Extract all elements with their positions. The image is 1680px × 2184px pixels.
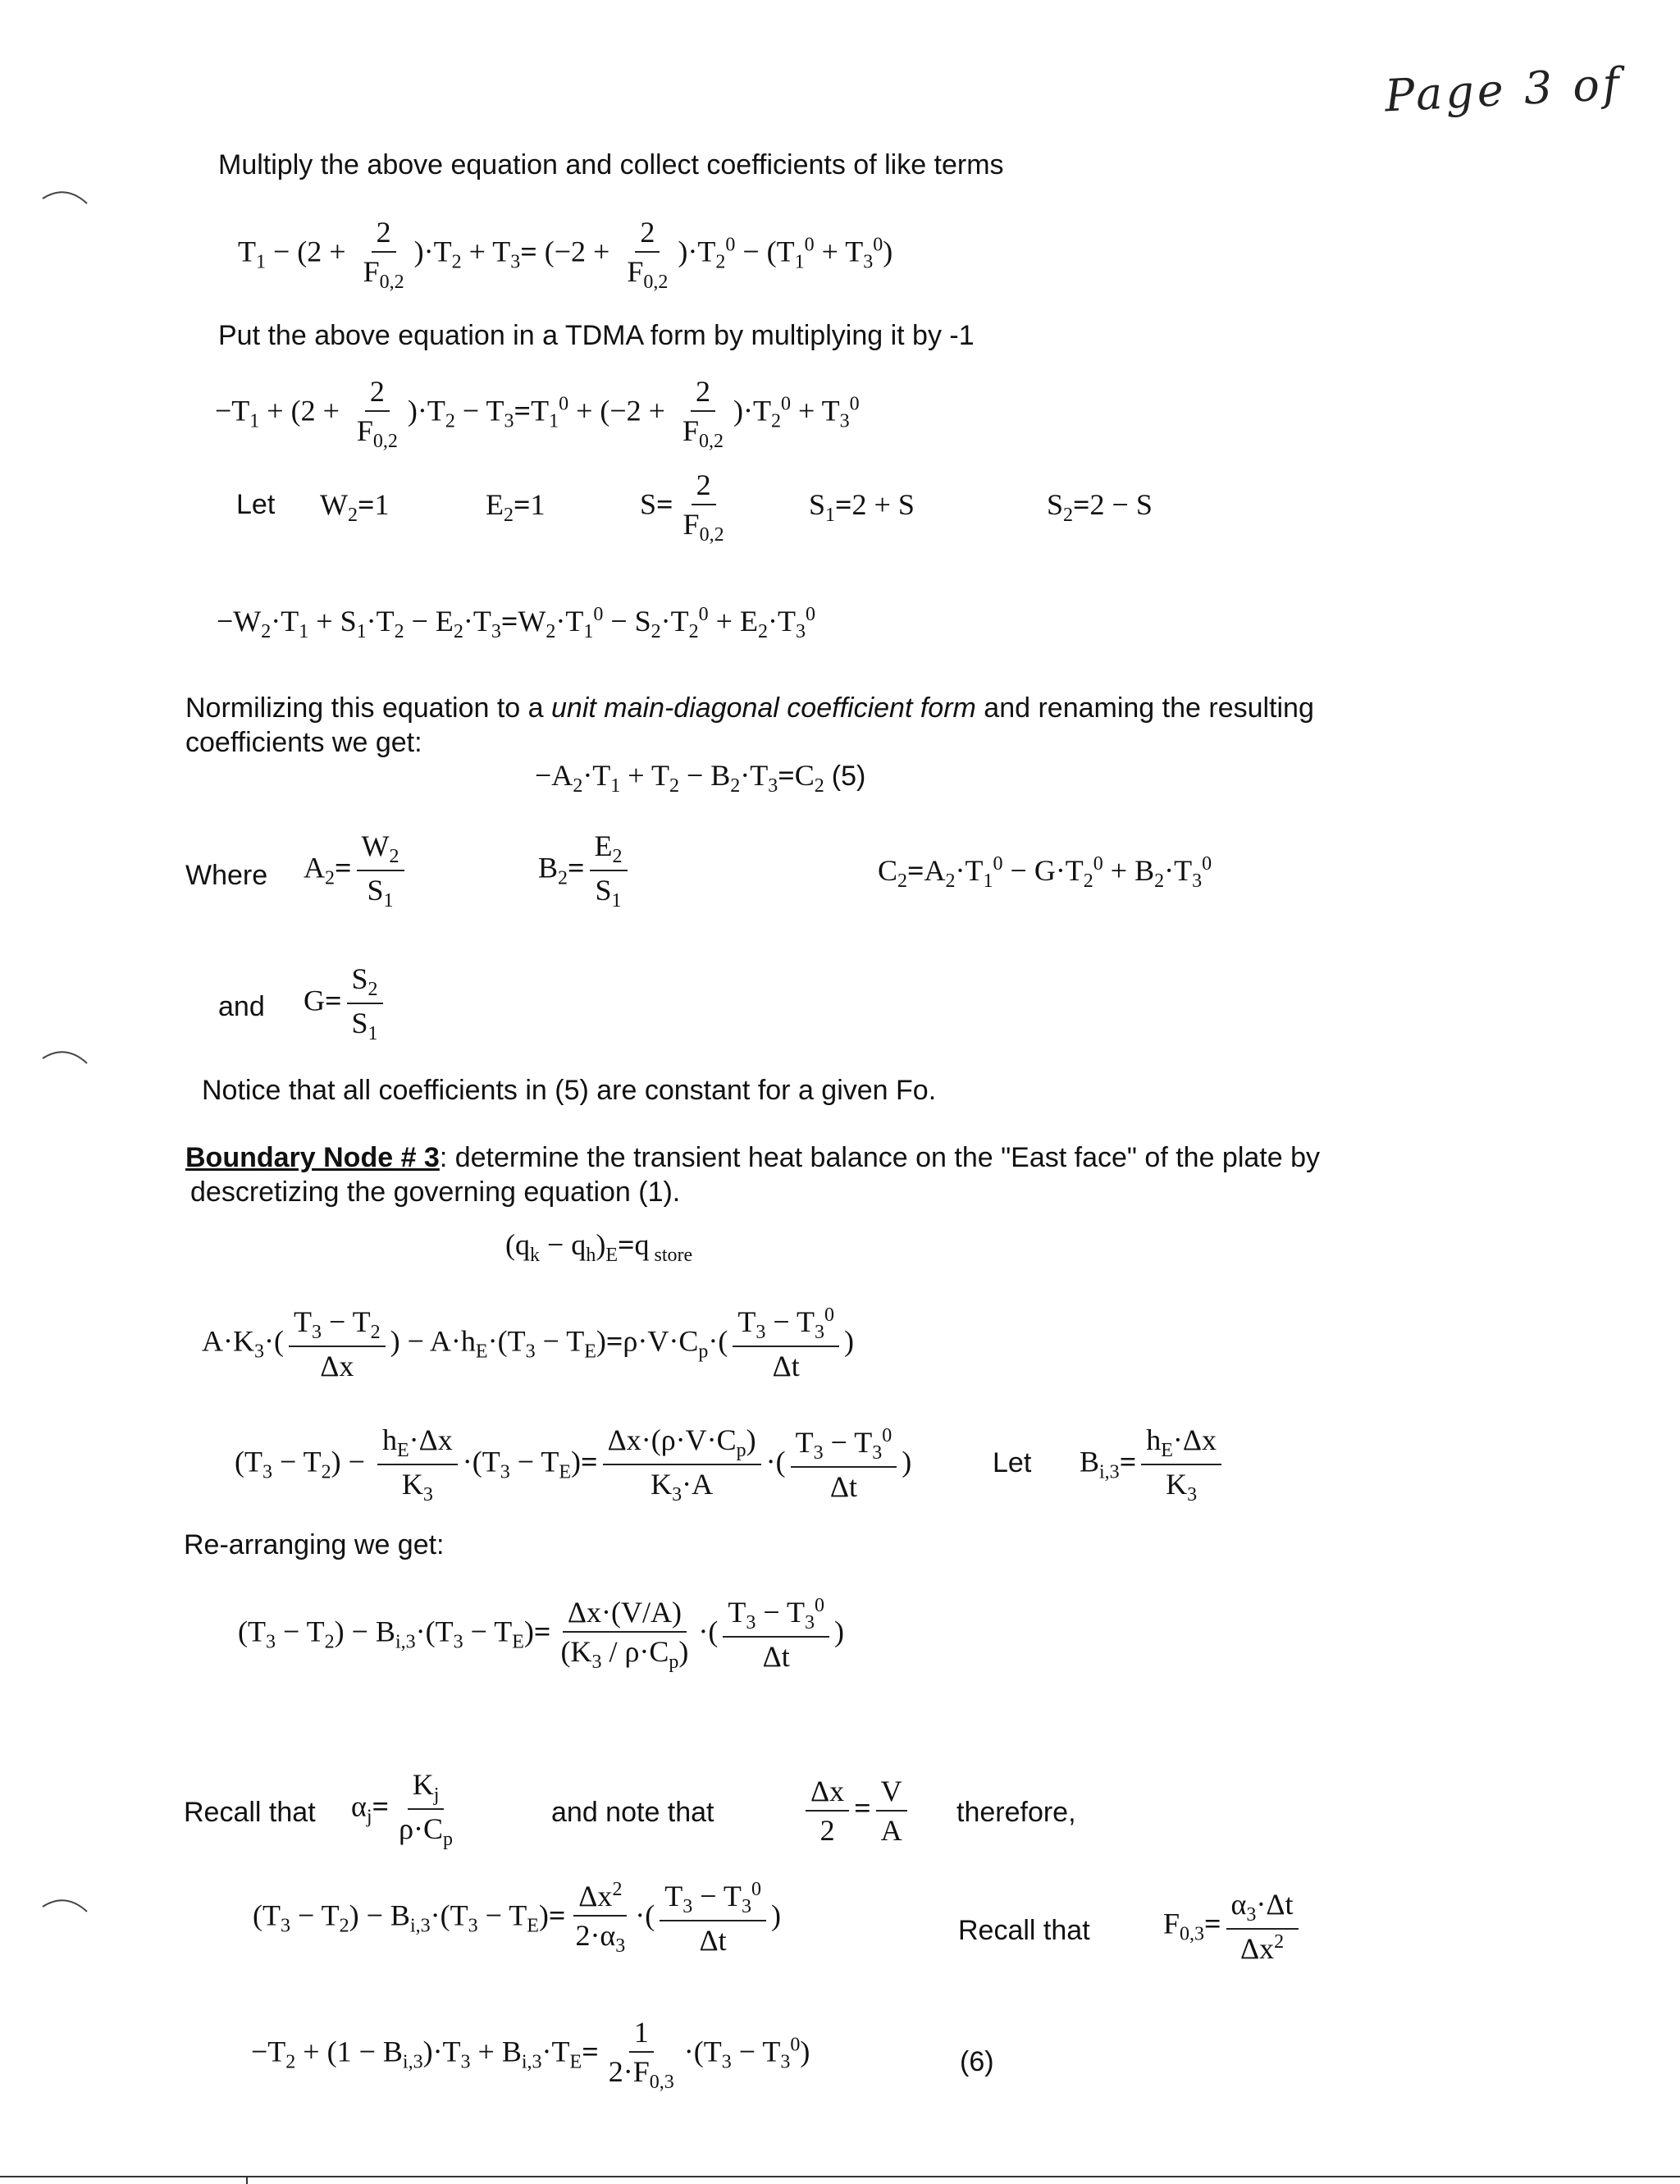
- def-bi3: $B_{i,3}=$ $\frac{h_E\cdot\Delta x}{K_3}$: [1080, 1423, 1226, 1506]
- def-w2: $W_2=1$: [320, 488, 390, 527]
- equation-5-number: (5): [831, 761, 866, 792]
- equation-6-number: (6): [960, 2046, 994, 2077]
- equation-collect-coefficients: $T_1 - (2$ + $\frac{2}{F_{0,2}}$ )$\cdot T_2 + T_3= (-2$ + $\frac{2}{F_{0,2}}$ )$\cdot T_2^0 - (T_1^0 + T_3^0)$: [238, 216, 893, 294]
- def-volume-ratio: $\frac{\Delta x}{2}$ = $\frac{V}{A}$: [801, 1774, 912, 1848]
- handwritten-page-note: Page 3 of: [1383, 57, 1624, 122]
- and-note-label: and note that: [551, 1797, 714, 1828]
- paragraph-boundary-line2: descretizing the governing equation (1).: [190, 1177, 681, 1208]
- therefore-label: therefore,: [956, 1797, 1076, 1828]
- paragraph-boundary-line1: [185, 1142, 1320, 1174]
- boundary-node-title: Boundary Node # 3: [185, 1142, 440, 1173]
- equation-alpha-form: $(T_3 - T_2) - B_{i,3}\cdot(T_3 - T_E)=$ $\frac{\Delta x^2}{2\cdot\alpha_3}$ ·( $\frac{T_3 - T_3^0}{\Delta t}$ ): [253, 1879, 781, 1958]
- equation-heat-balance: $(q_k - q_h)_E=q$ $_{store}$: [505, 1228, 693, 1267]
- def-a2: $A_2=$ $\frac{W_2}{S_1}$: [304, 829, 409, 912]
- equation-tdma-form: $-T_1 + (2$ + $\frac{2}{F_{0,2}}$ )$\cdot T_2 - T_3=T_1^0 + (-2$ + $\frac{2}{F_{0,2}}$ )$\cdot T_2^0 + T_3^0$: [215, 375, 860, 453]
- symbol-s: S: [640, 487, 657, 521]
- def-alpha-j: $\alpha_j=$ $\frac{K_j}{\rho\cdot C_p}$: [351, 1768, 454, 1851]
- def-s: S= $\frac{2}{F_{0,2}}$: [640, 468, 724, 546]
- symbol-s1: S: [809, 488, 826, 521]
- symbol-s2: S: [1047, 488, 1064, 521]
- margin-mark-icon: [41, 1890, 90, 1915]
- equation-general-coefficients: $-W_2\cdot T_1 + S_1\cdot T_2 - E_2\cdot T_3=W_2\cdot T_1^0 - S_2\cdot T_2^0 + E_2\cdot T_3^0$: [217, 604, 815, 643]
- def-c2: $C_2=A_2\cdot T_1^0 - G\cdot T_2^0 + B_2\cdot T_3^0$: [878, 853, 1212, 893]
- def-g: G= $\frac{S_2}{S_1}$: [304, 962, 388, 1045]
- paragraph-notice: Notice that all coefficients in (5) are constant for a given Fo.: [202, 1075, 937, 1106]
- paragraph-rearrange: Re-arranging we get:: [184, 1529, 445, 1560]
- page-footer-tick: [246, 2176, 248, 2184]
- boundary-node-text: : determine the transient heat balance on the "East face" of the plate by: [439, 1142, 1321, 1173]
- def-f03: $F_{0,3}=$ $\frac{\alpha_3\cdot\Delta t}{\Delta x^2}$: [1163, 1887, 1303, 1966]
- normalize-text-a: Normilizing this equation to a: [185, 692, 552, 724]
- symbol-w: W: [320, 488, 348, 521]
- paragraph-tdma: Put the above equation in a TDMA form by multiplying it by -1: [218, 320, 975, 351]
- let-label: Let: [236, 489, 276, 520]
- symbol-e: E: [486, 488, 504, 521]
- paragraph-normalize-line2: coefficients we get:: [185, 727, 422, 758]
- def-b2: $B_2=$ $\frac{E_2}{S_1}$: [538, 829, 632, 912]
- recall-label-1: Recall that: [184, 1797, 316, 1828]
- equation-6: $-T_2 + (1 - B_{i,3})\cdot T_3 + B_{i,3}\cdot T_E=$ $\frac{1}{2\cdot F_{0,3}}$ $\cdot(T_3 - T_3^0)$: [251, 2016, 810, 2094]
- equation-energy-balance: $A\cdot K_3\cdot$( $\frac{T_3 - T_2}{\Delta x}$ ) − $A\cdot h_E\cdot(T_3 - T_E)=\rho\cdot V\cdot C_p\cdot$( $\frac{T_3 - T_3^0}{\Delta t}$ ): [202, 1304, 854, 1383]
- equation-divided: $(T_3 - T_2)$ − $\frac{h_E\cdot\Delta x}{K_3}$ $\cdot(T_3 - T_E)=$ $\frac{\Delta x\cdot(\rho\cdot V\cdot C_p)}{K_3\cdot A}$ ·( $\frac{T_3 - T_3^0}{\Delta t}$ ): [235, 1423, 912, 1506]
- recall-label-2: Recall that: [958, 1915, 1090, 1946]
- def-e2: $E_2=1$: [486, 488, 546, 527]
- and-label: and: [218, 991, 265, 1022]
- paragraph-normalize-line1: [185, 692, 1314, 724]
- def-s2: $S_2=2 - S$: [1047, 488, 1153, 527]
- paragraph-multiply: Multiply the above equation and collect coefficients of like terms: [218, 149, 1004, 180]
- def-s1: $S_1=2 + S$: [809, 488, 915, 527]
- equation-5: $-A_2\cdot T_1 + T_2 - B_2\cdot T_3=C_2$ (5): [535, 759, 866, 797]
- page-footer-rule: [0, 2176, 1680, 2177]
- margin-mark-icon: [41, 182, 90, 207]
- where-label: Where: [185, 860, 268, 891]
- margin-mark-icon: [41, 1042, 90, 1067]
- normalize-text-b: and renaming the resulting: [975, 692, 1314, 724]
- let2-label: Let: [993, 1447, 1032, 1478]
- normalize-text-emphasis: unit main-diagonal coefficient form: [551, 692, 976, 724]
- equation-rearranged: $(T_3 - T_2) - B_{i,3}\cdot(T_3 - T_E)=$ $\frac{\Delta x\cdot(V/A)}{(K_3 / \rho\cdot C_p)}$ ·( $\frac{T_3 - T_3^0}{\Delta t}$ ): [238, 1595, 845, 1674]
